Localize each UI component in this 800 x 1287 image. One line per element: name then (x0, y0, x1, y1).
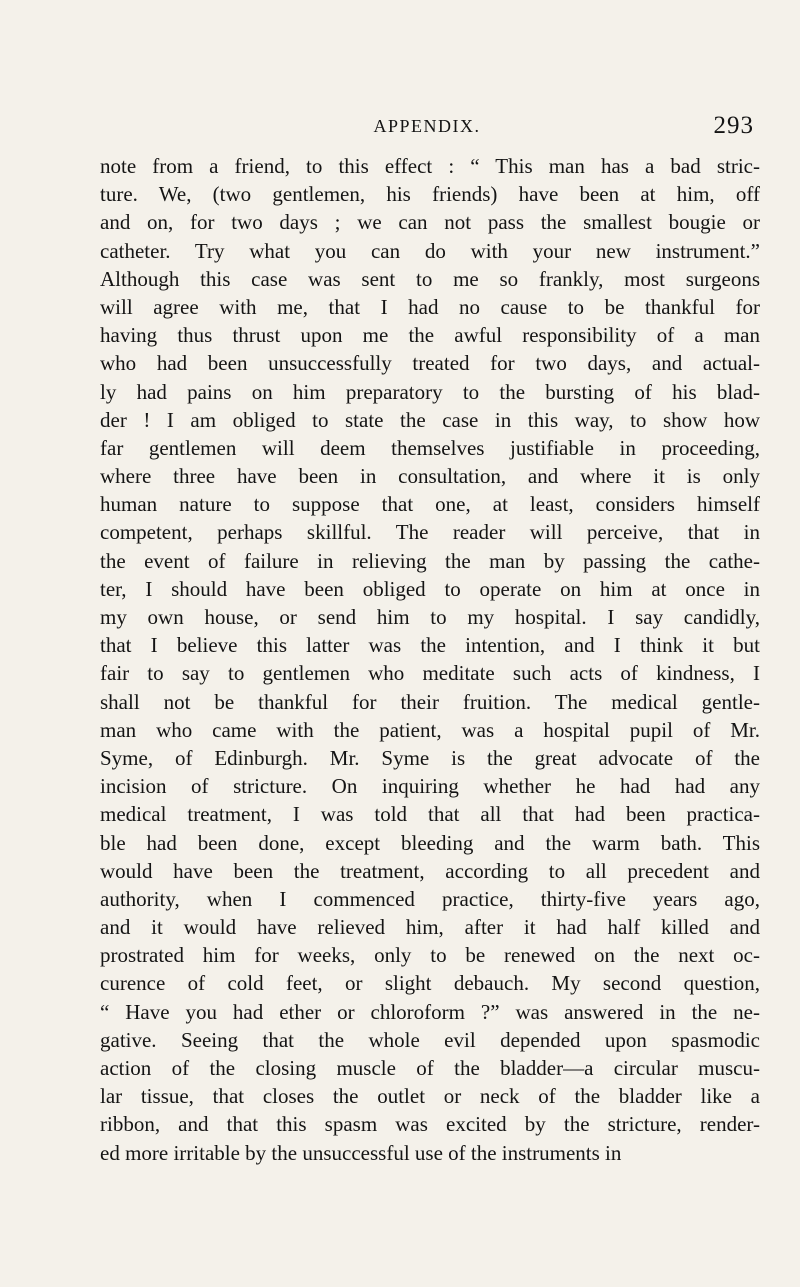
text-line: having thus thrust upon me the awful responsibility of a man (100, 323, 760, 348)
body-text (100, 152, 760, 1167)
text-line: competent, perhaps skillful. The reader will perceive, that in (100, 520, 760, 545)
text-line: would have been the treatment, according to all precedent and (100, 858, 760, 883)
text-line: ly had pains on him preparatory to the bursting of his blad- (100, 379, 760, 404)
text-line: ter, I should have been obliged to operate on him at once in (100, 576, 760, 601)
text-line: human nature to suppose that one, at least, considers himself (100, 492, 760, 517)
text-line: gative. Seeing that the whole evil depended upon spasmodic (100, 1027, 760, 1052)
text-line: prostrated him for weeks, only to be renewed on the next oc- (100, 943, 760, 968)
text-line: “ Have you had ether or chloroform ?” was answered in the ne- (100, 999, 760, 1024)
text-line: my own house, or send him to my hospital. I say candidly, (100, 605, 760, 629)
text-line: ed more irritable by the unsuccessful use of the instruments in (100, 1140, 622, 1165)
text-line: ture. We, (two gentlemen, his friends) have been at him, off (100, 182, 760, 207)
page-number: 293 (713, 112, 754, 139)
text-line: medical treatment, I was told that all that had been practica- (100, 802, 760, 827)
text-line: note from a friend, to this effect : “ This man has a bad stric- (100, 154, 760, 178)
text-line: ble had been done, except bleeding and the warm bath. This (100, 830, 760, 855)
text-line: ribbon, and that this spasm was excited by the stricture, render- (100, 1112, 760, 1137)
text-line: shall not be thankful for their fruition. The medical gentle- (100, 689, 760, 714)
text-line: catheter. Try what you can do with your new instrument.” (100, 238, 760, 263)
text-line: who had been unsuccessfully treated for two days, and actual- (100, 351, 760, 376)
text-line: Although this case was sent to me so frankly, most surgeons (100, 266, 760, 291)
text-line: der ! I am obliged to state the case in this way, to show how (100, 407, 760, 432)
text-line: will agree with me, that I had no cause to be thankful for (100, 294, 760, 319)
text-line: the event of failure in relieving the man by passing the cathe- (100, 548, 760, 573)
text-line: and it would have relieved him, after it had half killed and (100, 915, 760, 940)
running-title: APPENDIX. (373, 116, 481, 136)
text-line: that I believe this latter was the intention, and I think it but (100, 633, 760, 658)
text-line: incision of stricture. On inquiring whether he had had any (100, 774, 760, 799)
text-line: far gentlemen will deem themselves justifiable in proceeding, (100, 435, 760, 460)
text-line: Syme, of Edinburgh. Mr. Syme is the great advocate of the (100, 745, 760, 770)
text-line: and on, for two days ; we can not pass the smallest bougie or (100, 210, 760, 235)
text-line: lar tissue, that closes the outlet or neck of the bladder like a (100, 1084, 760, 1109)
text-line: authority, when I commenced practice, thirty-five years ago, (100, 886, 760, 911)
text-line: man who came with the patient, was a hospital pupil of Mr. (100, 717, 760, 742)
running-head (100, 112, 754, 142)
text-line: action of the closing muscle of the bladder—a circular muscu- (100, 1056, 760, 1080)
text-line: curence of cold feet, or slight debauch. My second question, (100, 971, 760, 996)
text-line: where three have been in consultation, and where it is only (100, 464, 760, 489)
text-line: fair to say to gentlemen who meditate such acts of kindness, I (100, 661, 760, 686)
